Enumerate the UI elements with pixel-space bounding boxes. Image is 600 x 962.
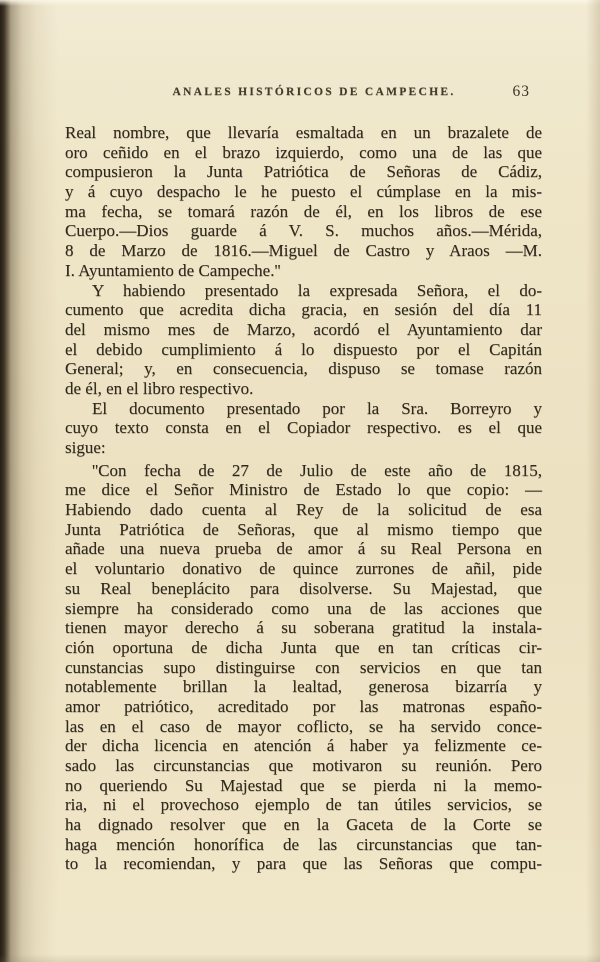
- text-line: El documento presentado por la Sra. Borreyro y: [92, 398, 542, 418]
- paragraph: [65, 399, 542, 458]
- text-line: ria, ni el provechoso ejemplo de tan útiles servicios, se: [65, 795, 542, 815]
- text-line: der dicha licencia en atención á haber ya felizmente ce-: [65, 736, 542, 756]
- text-line: las en el caso de mayor coflicto, se ha servido conce-: [65, 716, 542, 736]
- text-line: cumento que acredita dicha gracia, en sesión del día 11: [65, 300, 542, 320]
- text-line: compusieron la Junta Patriótica de Señoras de Cádiz,: [65, 162, 542, 182]
- page-number: 63: [512, 83, 530, 100]
- paragraph: [65, 123, 542, 281]
- text-line: sigue:: [65, 438, 106, 457]
- page-right-edge: [586, 0, 600, 962]
- text-line: sado las circunstancias que motivaron su reunión. Pero: [65, 756, 542, 775]
- text-line: Habiendo dado cuenta al Rey de la solicitud de esa: [65, 500, 542, 520]
- text-line: no queriendo Su Majestad que se pierda ni la memo-: [65, 775, 542, 795]
- text-line: Real nombre, que llevaría esmaltada en un brazalete de: [65, 123, 542, 142]
- text-line: añade una nueva prueba de amor á su Real Persona en: [65, 539, 542, 559]
- running-header-title: ANALES HISTÓRICOS DE CAMPECHE.: [172, 86, 456, 98]
- text-line: de él, en el libro respectivo.: [65, 378, 254, 398]
- text-line: notablemente brillan la lealtad, generosa bizarría y: [65, 677, 542, 697]
- book-gutter-shadow: [0, 0, 58, 962]
- text-line: ha dignado resolver que en la Gaceta de la Corte se: [65, 815, 542, 835]
- text-line: to la recomiendan, y para que las Señoras que compu-: [65, 854, 542, 874]
- text-line: el debido cumplimiento á lo dispuesto por el Capitán: [65, 339, 542, 359]
- running-header: [88, 83, 540, 108]
- text-line: el voluntario donativo de quince zurrones de añil, pide: [65, 559, 542, 579]
- page-text-block: [65, 123, 542, 874]
- paragraph: [65, 461, 542, 874]
- text-line: del mismo mes de Marzo, acordó el Ayuntamiento dar: [65, 319, 542, 339]
- text-line: cuyo texto consta en el Copiador respectivo. es el que: [65, 418, 542, 438]
- text-line: 8 de Marzo de 1816.—Miguel de Castro y Araos —M.: [65, 241, 542, 261]
- page-top-edge: [0, 0, 600, 6]
- text-line: tienen mayor derecho á su soberana gratitud la instala-: [65, 618, 542, 638]
- text-line: haga mención honorífica de las circunstancias que tan-: [65, 834, 542, 854]
- text-line: su Real beneplácito para disolverse. Su Majestad, que: [65, 578, 542, 598]
- text-line: Cuerpo.—Dios guarde á V. S. muchos años.—Mérida,: [65, 221, 542, 241]
- text-line: ''Con fecha de 27 de Julio de este año de 1815,: [92, 460, 542, 480]
- text-line: amor patriótico, acreditado por las matronas españo-: [65, 696, 542, 716]
- text-line: oro ceñido en el brazo izquierdo, como una de las que: [65, 142, 542, 162]
- text-line: y á cuyo despacho le he puesto el cúmplase en la mis-: [65, 182, 542, 202]
- text-line: I. Ayuntamiento de Campeche.'': [65, 260, 281, 280]
- page-bottom-edge: [0, 954, 600, 962]
- text-line: siempre ha considerado como una de las acciones que: [65, 598, 542, 618]
- paragraph: [65, 281, 542, 399]
- text-line: ma fecha, se tomará razón de él, en los libros de ese: [65, 201, 542, 221]
- text-line: Junta Patriótica de Señoras, que al mismo tiempo que: [65, 519, 542, 539]
- text-line: me dice el Señor Ministro de Estado lo que copio: —: [65, 480, 542, 500]
- text-line: General; y, en consecuencia, dispuso se tomase razón: [65, 359, 542, 379]
- text-line: ción oportuna de dicha Junta que en tan críticas cir-: [65, 637, 542, 657]
- text-line: Y habiendo presentado la expresada Señora, el do-: [92, 280, 542, 300]
- text-line: cunstancias supo distinguirse con servicios en que tan: [65, 657, 542, 677]
